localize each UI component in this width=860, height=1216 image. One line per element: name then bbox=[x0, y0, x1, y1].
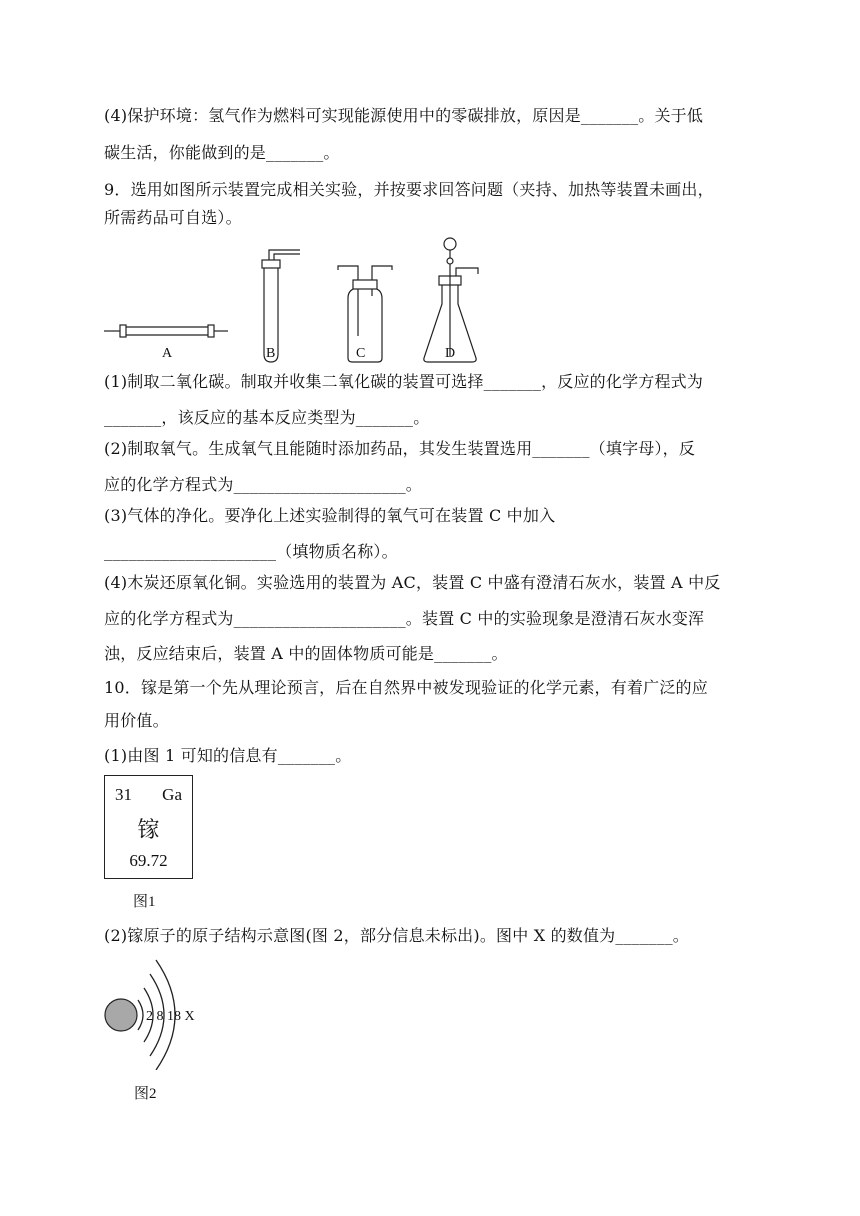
atomic-number: 31 bbox=[115, 785, 132, 804]
q9-part4-line3: 浊，反应结束后，装置 A 中的固体物质可能是_______。 bbox=[104, 644, 508, 663]
element-name: 镓 bbox=[137, 818, 160, 843]
element-symbol: Ga bbox=[162, 785, 182, 804]
q9-part2-line2: 应的化学方程式为_____________________。 bbox=[104, 475, 423, 494]
atomic-structure-diagram bbox=[98, 950, 228, 1070]
q10-stem-line1: 10．镓是第一个先从理论预言，后在自然界中被发现验证的化学元素，有着广泛的应 bbox=[104, 678, 708, 697]
q10-part2-line: (2)镓原子的原子结构示意图(图 2，部分信息未标出)。图中 X 的数值为_______。 bbox=[104, 926, 689, 945]
q9-part3-line1: (3)气体的净化。要净化上述实验制得的氧气可在装置 C 中加入 bbox=[104, 506, 556, 525]
q9-part1-line1: (1)制取二氧化碳。制取并收集二氧化碳的装置可选择_______，反应的化学方程式为 bbox=[104, 372, 704, 391]
nucleus bbox=[105, 999, 137, 1031]
q9-part3-line2: _____________________（填物质名称）。 bbox=[104, 542, 398, 561]
figure-1-caption: 图1 bbox=[133, 894, 156, 910]
q9-part1-line2: _______，该反应的基本反应类型为_______。 bbox=[104, 408, 430, 427]
q9-stem-line1: 9．选用如图所示装置完成相关实验，并按要求回答问题（夹持、加热等装置未画出， bbox=[104, 180, 714, 199]
q9-part4-line1: (4)木炭还原氧化铜。实验选用的装置为 AC，装置 C 中盛有澄清石灰水，装置 A 中反 bbox=[104, 573, 721, 592]
figure-2-caption: 图2 bbox=[134, 1086, 157, 1102]
periodic-table-cell bbox=[104, 775, 193, 879]
apparatus-label-a: A bbox=[162, 346, 173, 361]
q9-part4-line2: 应的化学方程式为_____________________。装置 C 中的实验现象是澄清石灰水变浑 bbox=[104, 609, 705, 628]
q8-part4-line2: 碳生活，你能做到的是_______。 bbox=[104, 143, 340, 162]
q10-stem-line2: 用价值。 bbox=[104, 711, 169, 730]
apparatus-figure bbox=[98, 236, 488, 366]
q8-part4-line1: (4)保护环境：氢气作为燃料可实现能源使用中的零碳排放，原因是_______。关于低 bbox=[104, 106, 704, 125]
apparatus-label-d: D bbox=[445, 346, 456, 361]
apparatus-a-horizontal-tube bbox=[104, 325, 228, 337]
q10-part1-line: (1)由图 1 可知的信息有_______。 bbox=[104, 746, 352, 765]
apparatus-label-c: C bbox=[356, 346, 366, 361]
electron-counts: 2 8 18 X bbox=[146, 1009, 195, 1024]
apparatus-label-b: B bbox=[266, 346, 276, 361]
q9-part2-line1: (2)制取氧气。生成氧气且能随时添加药品，其发生装置选用_______（填字母），反 bbox=[104, 439, 696, 458]
apparatus-d-conical-flask bbox=[424, 238, 478, 362]
q9-stem-line2: 所需药品可自选）。 bbox=[104, 208, 242, 227]
atomic-mass: 69.72 bbox=[129, 851, 168, 870]
